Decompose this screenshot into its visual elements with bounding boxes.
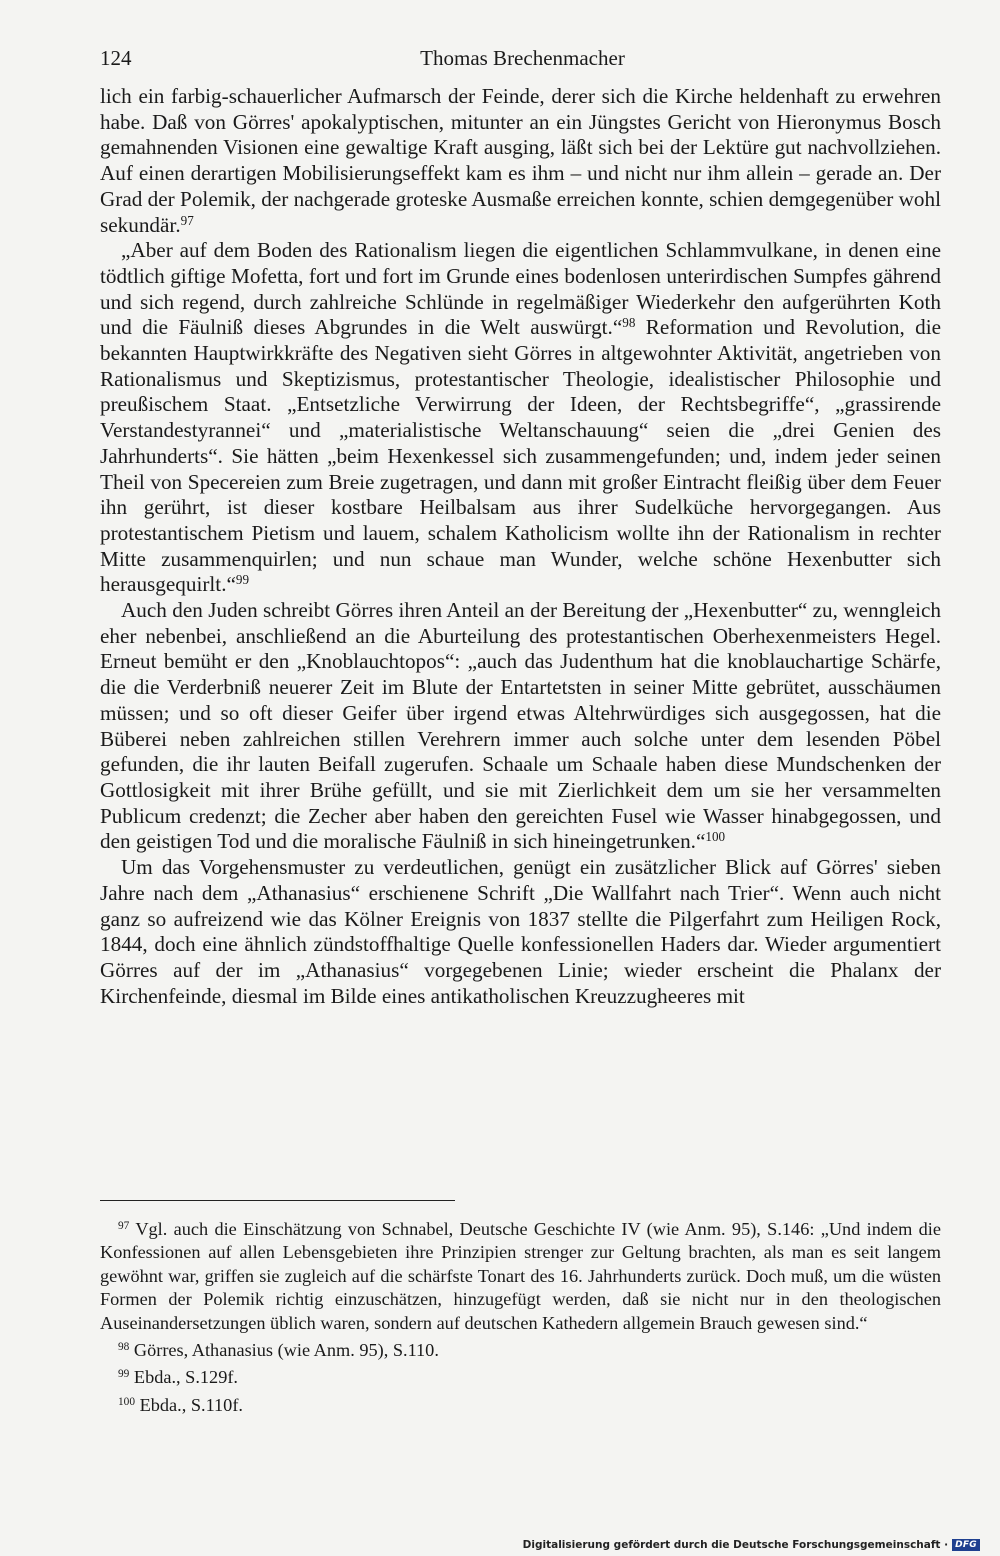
footnote-97	[100, 1218, 941, 1335]
footnote-text: Görres, Athanasius (wie Anm. 95), S.110.	[129, 1340, 439, 1361]
footnote-98	[100, 1339, 941, 1362]
dfg-logo-icon: DFG	[952, 1539, 980, 1551]
paragraph-2	[100, 238, 941, 598]
footnote-divider	[100, 1200, 455, 1201]
footnote-ref-99: 99	[235, 572, 250, 588]
running-title: Thomas Brechenmacher	[420, 46, 625, 70]
page-number: 124	[100, 46, 132, 70]
paragraph-3	[100, 598, 941, 855]
paragraph-1	[100, 84, 941, 238]
paragraph-2-quote: „Aber auf dem Boden des Rationalism liegen die eigentlichen Schlammvulkane, in denen eine tödtlich giftige Mofetta, fort und fort im Grunde eines bodenlosen unterirdischen Sumpfes gährend und sich regend, durch zahlreiche Schlünde in regelmäßiger Wiederkehr den aufgerührten Koth und die Fäulniß dieses Abgrundes in die Welt auswürgt.“	[100, 238, 941, 340]
footnote-99	[100, 1366, 941, 1389]
paragraph-2-text: Reformation und Revolution, die bekannten Hauptwirkkräfte des Negativen sieht Görres in altgewohnter Aktivität, angetrieben von Rationalismus und Skeptizismus, protestantischer Theologie, idealistischer Philosophie und preußischem Staat. „Entsetzliche Verwirrung der Ideen, der Rechtsbegriffe“, „grassirende Verstandestyrannei“ und „materialistische Weltanschauung“ seien die „drei Genien des Jahrhunderts“. Sie hätten „beim Hexenkessel sich zusammengefunden; und, indem jeder seinen Theil von Specereien zum Breie zugetragen, und dann mit großer Eintracht fleißig über dem Feuer ihn gerührt, ist dieser kostbare Heilbalsam aus ihrer Sudelküche hervorgegangen. Aus protestantischem Pietism und lauem, schalem Katholicism wollte ihn der Rationalism in rechter Mitte zusammenquirlen; und nun schaue man Wunder, welche schöne Hexenbutter sich herausgequirlt.“	[100, 315, 941, 597]
footnote-text: Vgl. auch die Einschätzung von Schnabel, Deutsche Geschichte IV (wie Anm. 95), S.146: „Und indem die Konfessionen auf allen Lebensgebieten ihre Prinzipien strenger zur Geltung brachten, als man es seit langem gewöhnt war, griffen sie zugleich auf die schärfste Tonart des 16. Jahrhunderts zurück. Doch muß, um die wüsten Formen der Polemik richtig einzuschätzen, hinzugefügt werden, daß sie nicht nur in den theologischen Auseinandersetzungen üblich waren, sondern auf deutschen Kathedern allgemein Brauch gewesen sind.“	[100, 1219, 941, 1333]
footnote-text: Ebda., S.129f.	[129, 1367, 238, 1388]
footnotes	[100, 1218, 941, 1417]
footnote-ref-100: 100	[705, 829, 726, 845]
banner-text: Digitalisierung gefördert durch die Deutsche Forschungsgemeinschaft ·	[522, 1539, 949, 1551]
footnote-text: Ebda., S.110f.	[135, 1394, 243, 1415]
footnote-ref-97: 97	[180, 212, 194, 228]
digitization-banner	[523, 1538, 980, 1552]
paragraph-4	[100, 855, 941, 1009]
page-header	[100, 42, 945, 76]
main-text	[100, 84, 941, 1009]
footnote-number: 97	[118, 1219, 130, 1232]
footnote-100	[100, 1394, 941, 1417]
paragraph-3-text: Auch den Juden schreibt Görres ihren Anteil an der Bereitung der „Hexenbutter“ zu, wenngleich eher nebenbei, anschließend an die Aburteilung des protestantischen Oberhexenmeisters Hegel. Erneut bemüht er den „Knoblauchtopos“: „auch das Judenthum hat die knoblauchartige Schärfe, die die Verderbniß neuerer Zeit im Blute der Entartetsten in seiner Mitte gebrütet, ausschäumen müssen; und so oft dieser Geifer über irgend etwas Altehrwürdiges sich ausgegossen, hat die Büberei neben zahlreichen stillen Verehrern immer auch solche unter dem lesenden Pöbel gefunden, die ihr lauten Beifall zugerufen. Schaale um Schaale haben diese Mundschenken der Gottlosigkeit mit ihrer Brühe gefüllt, und sie mit Zierlichkeit dem um sie her versammelten Publicum credenzt; die Zecher aber haben den gereichten Fusel wie Wasser hinabgegossen, und den geistigen Tod und die moralische Fäulniß in sich hineingetrunken.“	[100, 598, 941, 854]
footnote-number: 98	[118, 1340, 130, 1353]
footnote-ref-98: 98	[622, 315, 636, 331]
paragraph-4-text: Um das Vorgehensmuster zu verdeutlichen, genügt ein zusätzlicher Blick auf Görres' sieben Jahre nach dem „Athanasius“ erschienene Schrift „Die Wallfahrt nach Trier“. Wenn auch nicht ganz so aufreizend wie das Kölner Ereignis von 1837 stellte die Pilgerfahrt zum Heiligen Rock, 1844, doch eine ähnlich zündstoffhaltige Quelle konfessionellen Haders dar. Wieder argumentiert Görres auf der im „Athanasius“ vorgegebenen Linie; wieder erscheint die Phalanx der Kirchenfeinde, diesmal im Bilde eines antikatholischen Kreuzzugheeres mit	[100, 855, 941, 1008]
footnote-number: 100	[118, 1395, 135, 1408]
paragraph-1-text: lich ein farbig-schauerlicher Aufmarsch der Feinde, derer sich die Kirche heldenhaft zu erwehren habe. Daß von Görres' apokalyptischen, mitunter an ein Jüngstes Gericht von Hieronymus Bosch gemahnenden Visionen eine gewaltige Kraft ausging, läßt sich bei der Lektüre gut nachvollziehen. Auf einen derartigen Mobilisierungseffekt kam es ihm – und nicht nur ihm allein – gerade an. Der Grad der Polemik, der nachgerade groteske Ausmaße erreichen konnte, schien demgegenüber wohl sekundär.	[100, 84, 941, 237]
footnote-number: 99	[118, 1368, 130, 1381]
